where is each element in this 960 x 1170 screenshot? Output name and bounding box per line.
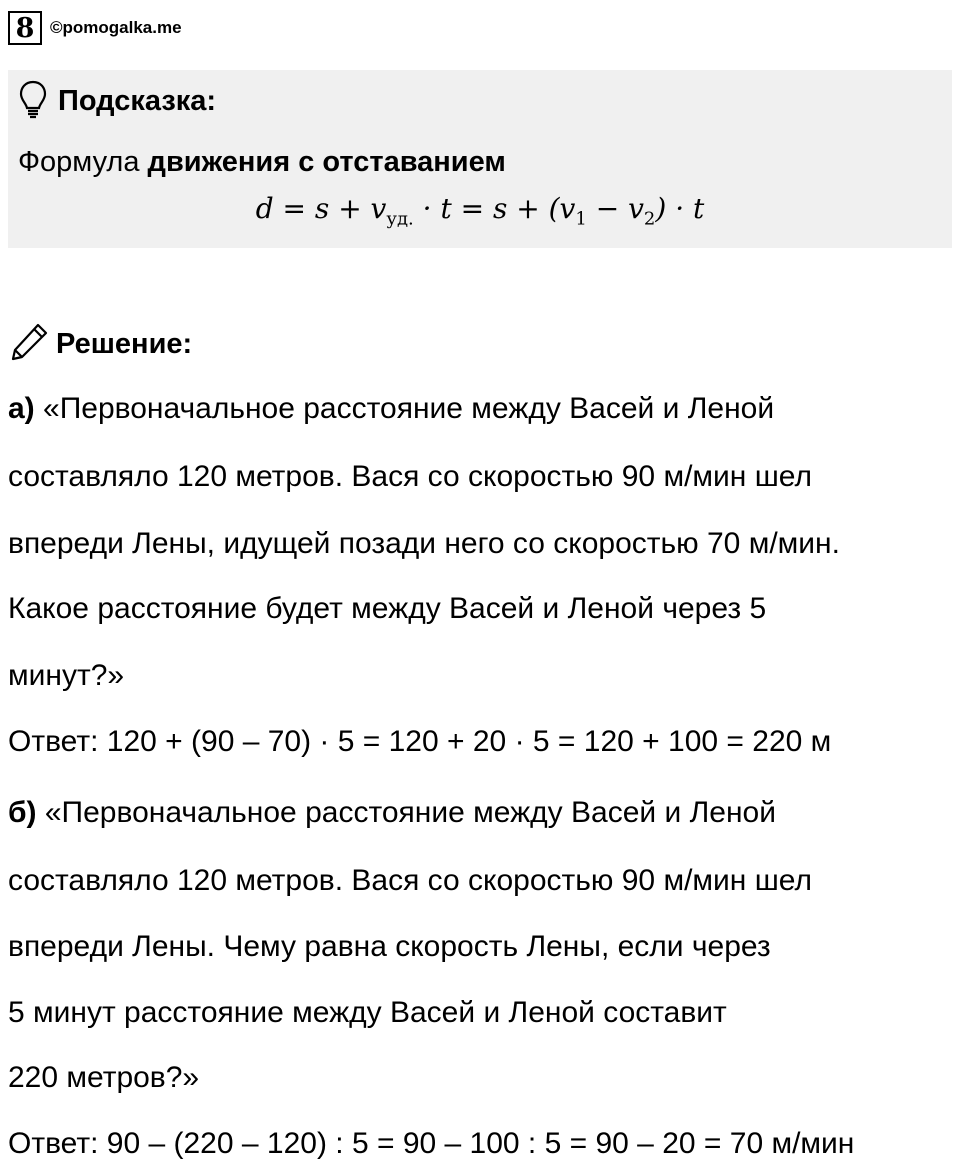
part-a-label: а) [8,392,35,425]
part-a-answer: Ответ: 120 + (90 – 70) · 5 = 120 + 20 · 5 = 120 + 100 = 220 м [8,725,832,758]
part-a-line-1: а) «Первоначальное расстояние между Васей и Леной [8,392,775,425]
part-b-line-3: впереди Лены. Чему равна скорость Лены, если через [8,930,771,963]
hint-text: Формула движения с отставанием [18,146,506,178]
part-b-answer: Ответ: 90 – (220 – 120) : 5 = 90 – 100 : 5 = 90 – 20 = 70 м/мин [8,1127,855,1160]
hint-box [8,70,952,248]
hint-bold-term: движения с отставанием [147,146,506,178]
part-b-line-2: составляло 120 метров. Вася со скоростью 90 м/мин шел [8,864,812,897]
hint-heading [18,80,216,122]
page-number-badge: 8 [8,11,42,45]
solution-title: Решение: [56,327,193,360]
solution-heading [8,322,192,366]
part-a-line-4: Какое расстояние будет между Васей и Леной через 5 [8,592,767,625]
part-b-line-5: 220 метров?» [8,1061,200,1094]
pencil-icon [8,321,50,368]
hint-title: Подсказка: [58,84,217,117]
part-b-label: б) [8,796,37,829]
part-a-line-2: составляло 120 метров. Вася со скоростью 90 м/мин шел [8,460,812,493]
motion-formula: $d = s + v_{уд.} \cdot t = s + (v_1 - v_2) \cdot t$ [255,192,705,230]
part-b-line-1: б) «Первоначальное расстояние между Васей и Леной [8,796,776,829]
site-watermark: ©pomogalka.me [50,18,182,37]
page-header [8,10,182,46]
part-b-line-4: 5 минут расстояние между Васей и Леной составит [8,996,727,1029]
part-a-line-5: минут?» [8,659,125,692]
lightbulb-icon [18,79,48,124]
part-a-line-3: впереди Лены, идущей позади него со скоростью 70 м/мин. [8,527,840,560]
